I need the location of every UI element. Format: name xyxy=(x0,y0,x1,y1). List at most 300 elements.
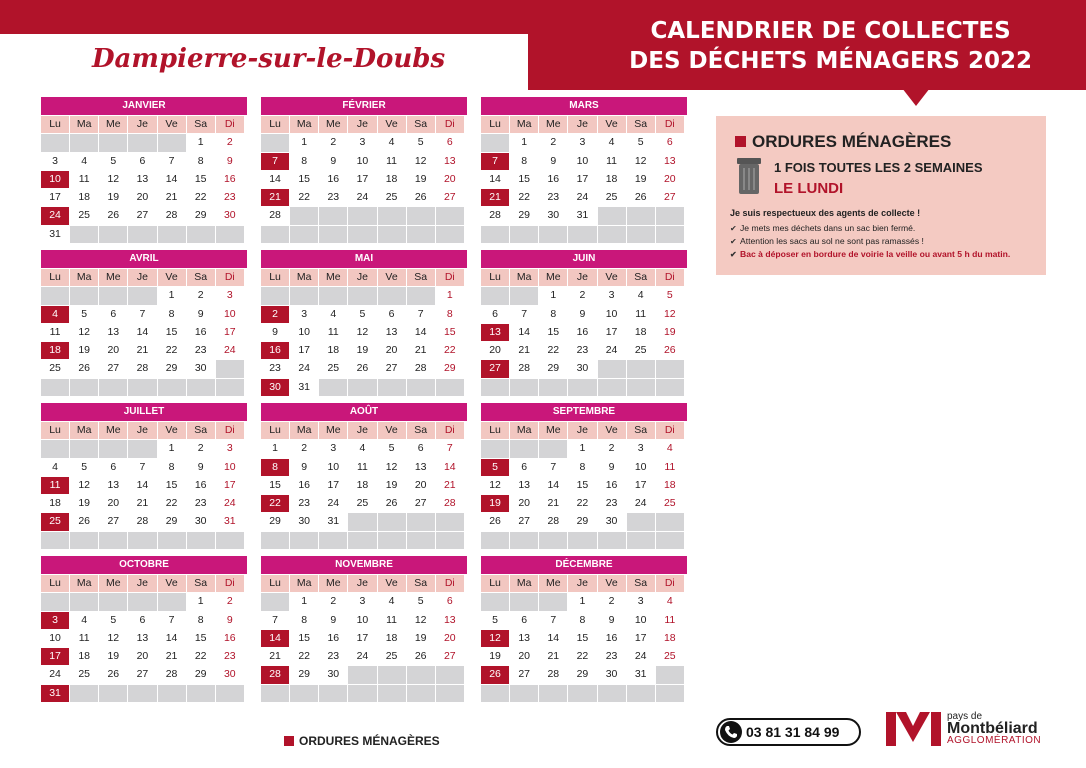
day-cell: 13 xyxy=(378,324,406,341)
day-cell: 8 xyxy=(158,306,186,323)
empty-cell xyxy=(539,685,567,702)
month-days-grid xyxy=(261,116,467,243)
day-cell: 11 xyxy=(348,459,376,476)
day-cell: 21 xyxy=(539,648,567,665)
day-cell: 13 xyxy=(128,630,156,647)
day-cell: 21 xyxy=(128,342,156,359)
empty-cell xyxy=(436,532,464,549)
weekday-header: Ve xyxy=(378,116,406,133)
month-title: MARS xyxy=(481,97,687,115)
weekday-header: Sa xyxy=(187,116,215,133)
day-cell: 19 xyxy=(99,648,127,665)
empty-cell xyxy=(510,532,538,549)
day-cell: 5 xyxy=(378,440,406,457)
empty-cell xyxy=(568,379,596,396)
empty-cell xyxy=(481,379,509,396)
day-cell: 9 xyxy=(319,612,347,629)
weekday-header: Ve xyxy=(158,116,186,133)
day-cell: 23 xyxy=(187,495,215,512)
day-cell: 24 xyxy=(348,648,376,665)
weekday-header: Me xyxy=(539,269,567,286)
empty-cell xyxy=(539,379,567,396)
day-cell: 10 xyxy=(627,612,655,629)
legend-square-icon xyxy=(735,136,746,147)
tips-list xyxy=(730,222,1010,261)
empty-cell xyxy=(407,513,435,530)
empty-cell xyxy=(378,685,406,702)
weekday-header: Di xyxy=(656,116,684,133)
empty-cell xyxy=(539,440,567,457)
empty-cell xyxy=(348,666,376,683)
weekday-header: Ve xyxy=(598,269,626,286)
weekday-header: Je xyxy=(128,575,156,592)
empty-cell xyxy=(319,226,347,243)
day-cell: 2 xyxy=(187,287,215,304)
day-cell: 1 xyxy=(187,134,215,151)
day-cell: 10 xyxy=(216,306,244,323)
day-cell: 4 xyxy=(656,440,684,457)
day-cell: 9 xyxy=(216,612,244,629)
day-cell: 22 xyxy=(187,648,215,665)
day-cell: 23 xyxy=(290,495,318,512)
day-cell: 13 xyxy=(510,630,538,647)
weekday-header: Di xyxy=(216,269,244,286)
weekday-header: Ve xyxy=(378,422,406,439)
day-cell: 13 xyxy=(99,477,127,494)
day-cell: 21 xyxy=(510,342,538,359)
day-cell: 7 xyxy=(128,459,156,476)
collection-day-cell: 3 xyxy=(41,612,69,629)
day-cell: 21 xyxy=(539,495,567,512)
collection-day-cell: 10 xyxy=(41,171,69,188)
day-cell: 17 xyxy=(627,630,655,647)
day-cell: 17 xyxy=(290,342,318,359)
day-cell: 20 xyxy=(99,495,127,512)
day-cell: 5 xyxy=(407,593,435,610)
month-calendar xyxy=(41,403,247,549)
empty-cell xyxy=(407,685,435,702)
day-cell: 6 xyxy=(407,440,435,457)
day-cell: 13 xyxy=(407,459,435,476)
day-cell: 29 xyxy=(568,666,596,683)
empty-cell xyxy=(407,666,435,683)
tip-item xyxy=(730,222,1010,235)
day-cell: 7 xyxy=(158,153,186,170)
day-cell: 15 xyxy=(436,324,464,341)
day-cell: 8 xyxy=(510,153,538,170)
weekday-header: Lu xyxy=(41,116,69,133)
weekday-header: Je xyxy=(128,422,156,439)
empty-cell xyxy=(319,287,347,304)
month-calendar xyxy=(481,403,687,549)
day-cell: 14 xyxy=(510,324,538,341)
day-cell: 8 xyxy=(290,612,318,629)
day-cell: 28 xyxy=(539,513,567,530)
day-cell: 15 xyxy=(290,630,318,647)
day-cell: 22 xyxy=(187,189,215,206)
empty-cell xyxy=(481,440,509,457)
day-cell: 10 xyxy=(290,324,318,341)
day-cell: 22 xyxy=(510,189,538,206)
day-cell: 3 xyxy=(348,134,376,151)
day-cell: 1 xyxy=(568,440,596,457)
day-cell: 19 xyxy=(70,342,98,359)
day-cell: 21 xyxy=(158,648,186,665)
day-cell: 14 xyxy=(261,171,289,188)
empty-cell xyxy=(319,685,347,702)
day-cell: 12 xyxy=(348,324,376,341)
empty-cell xyxy=(568,685,596,702)
day-cell: 11 xyxy=(70,630,98,647)
day-cell: 1 xyxy=(261,440,289,457)
day-cell: 9 xyxy=(598,612,626,629)
day-cell: 17 xyxy=(568,171,596,188)
month-calendar xyxy=(261,556,467,702)
day-cell: 18 xyxy=(319,342,347,359)
empty-cell xyxy=(598,226,626,243)
empty-cell xyxy=(627,360,655,377)
empty-cell xyxy=(436,666,464,683)
empty-cell xyxy=(510,593,538,610)
weekday-header: Me xyxy=(539,116,567,133)
day-cell: 29 xyxy=(187,207,215,224)
day-cell: 20 xyxy=(510,648,538,665)
empty-cell xyxy=(378,513,406,530)
empty-cell xyxy=(70,226,98,243)
agglomeration-logo-icon xyxy=(886,712,941,746)
day-cell: 1 xyxy=(436,287,464,304)
day-cell: 1 xyxy=(290,593,318,610)
day-cell: 1 xyxy=(290,134,318,151)
empty-cell xyxy=(481,226,509,243)
empty-cell xyxy=(158,134,186,151)
empty-cell xyxy=(261,226,289,243)
month-title: SEPTEMBRE xyxy=(481,403,687,421)
empty-cell xyxy=(128,593,156,610)
day-cell: 30 xyxy=(539,207,567,224)
weekday-header: Me xyxy=(319,269,347,286)
day-cell: 22 xyxy=(568,495,596,512)
empty-cell xyxy=(656,379,684,396)
weekday-header: Je xyxy=(568,422,596,439)
month-title: MAI xyxy=(261,250,467,268)
day-cell: 29 xyxy=(539,360,567,377)
month-days-grid xyxy=(261,269,467,396)
day-cell: 10 xyxy=(627,459,655,476)
empty-cell xyxy=(261,287,289,304)
day-cell: 11 xyxy=(656,612,684,629)
day-cell: 3 xyxy=(290,306,318,323)
day-cell: 5 xyxy=(99,153,127,170)
collection-day-cell: 30 xyxy=(261,379,289,396)
day-cell: 18 xyxy=(598,171,626,188)
day-cell: 22 xyxy=(539,342,567,359)
day-cell: 12 xyxy=(481,477,509,494)
day-cell: 25 xyxy=(319,360,347,377)
day-cell: 22 xyxy=(436,342,464,359)
day-cell: 17 xyxy=(41,189,69,206)
empty-cell xyxy=(128,226,156,243)
weekday-header: Ma xyxy=(510,269,538,286)
empty-cell xyxy=(216,685,244,702)
month-calendar xyxy=(261,250,467,396)
empty-cell xyxy=(41,440,69,457)
day-cell: 24 xyxy=(41,666,69,683)
day-cell: 20 xyxy=(436,171,464,188)
day-cell: 29 xyxy=(158,513,186,530)
weekday-header: Ve xyxy=(158,269,186,286)
day-cell: 12 xyxy=(407,153,435,170)
day-cell: 29 xyxy=(187,666,215,683)
weekday-header: Di xyxy=(436,269,464,286)
empty-cell xyxy=(656,666,684,683)
weekday-header: Ma xyxy=(70,422,98,439)
empty-cell xyxy=(290,287,318,304)
weekday-header: Ma xyxy=(510,116,538,133)
day-cell: 29 xyxy=(158,360,186,377)
day-cell: 1 xyxy=(568,593,596,610)
day-cell: 12 xyxy=(70,477,98,494)
day-cell: 26 xyxy=(348,360,376,377)
empty-cell xyxy=(627,379,655,396)
day-cell: 7 xyxy=(510,306,538,323)
empty-cell xyxy=(656,685,684,702)
empty-cell xyxy=(378,379,406,396)
collection-day-cell: 5 xyxy=(481,459,509,476)
month-calendar xyxy=(481,97,687,243)
day-cell: 14 xyxy=(158,171,186,188)
day-cell: 11 xyxy=(319,324,347,341)
day-cell: 4 xyxy=(70,153,98,170)
day-cell: 13 xyxy=(128,171,156,188)
day-cell: 15 xyxy=(539,324,567,341)
day-cell: 24 xyxy=(598,342,626,359)
empty-cell xyxy=(378,207,406,224)
day-cell: 18 xyxy=(348,477,376,494)
day-cell: 19 xyxy=(481,648,509,665)
weekday-header: Ma xyxy=(290,269,318,286)
month-calendar xyxy=(481,556,687,702)
empty-cell xyxy=(348,513,376,530)
day-cell: 25 xyxy=(378,189,406,206)
empty-cell xyxy=(99,287,127,304)
weekday-header: Ma xyxy=(510,422,538,439)
day-cell: 17 xyxy=(319,477,347,494)
month-days-grid xyxy=(261,422,467,549)
empty-cell xyxy=(436,207,464,224)
empty-cell xyxy=(348,207,376,224)
empty-cell xyxy=(290,532,318,549)
day-cell: 31 xyxy=(319,513,347,530)
day-cell: 5 xyxy=(348,306,376,323)
day-cell: 9 xyxy=(187,306,215,323)
day-cell: 6 xyxy=(99,459,127,476)
day-cell: 24 xyxy=(627,495,655,512)
weekday-header: Di xyxy=(656,575,684,592)
day-cell: 2 xyxy=(319,134,347,151)
month-days-grid xyxy=(41,269,247,396)
day-cell: 5 xyxy=(70,306,98,323)
empty-cell xyxy=(128,532,156,549)
day-cell: 16 xyxy=(216,630,244,647)
weekday-header: Lu xyxy=(261,116,289,133)
empty-cell xyxy=(319,379,347,396)
day-cell: 10 xyxy=(319,459,347,476)
weekday-header: Lu xyxy=(41,422,69,439)
empty-cell xyxy=(656,226,684,243)
empty-cell xyxy=(568,532,596,549)
day-cell: 6 xyxy=(510,459,538,476)
weekday-header: Sa xyxy=(627,575,655,592)
weekday-header: Ma xyxy=(70,116,98,133)
day-cell: 15 xyxy=(158,324,186,341)
empty-cell xyxy=(627,207,655,224)
empty-cell xyxy=(41,593,69,610)
day-cell: 27 xyxy=(128,207,156,224)
day-cell: 22 xyxy=(290,648,318,665)
check-icon: ✔ xyxy=(730,237,737,246)
day-cell: 8 xyxy=(539,306,567,323)
day-cell: 16 xyxy=(598,630,626,647)
day-cell: 23 xyxy=(568,342,596,359)
collection-day-cell: 28 xyxy=(261,666,289,683)
day-cell: 1 xyxy=(158,440,186,457)
weekday-header: Je xyxy=(568,116,596,133)
empty-cell xyxy=(598,532,626,549)
day-cell: 27 xyxy=(436,189,464,206)
collection-day-cell: 24 xyxy=(41,207,69,224)
day-cell: 27 xyxy=(656,189,684,206)
day-cell: 14 xyxy=(481,171,509,188)
day-cell: 25 xyxy=(41,360,69,377)
day-cell: 16 xyxy=(187,324,215,341)
empty-cell xyxy=(128,287,156,304)
empty-cell xyxy=(407,379,435,396)
empty-cell xyxy=(290,685,318,702)
day-cell: 14 xyxy=(407,324,435,341)
weekday-header: Ma xyxy=(70,575,98,592)
weekday-header: Je xyxy=(568,575,596,592)
day-cell: 2 xyxy=(598,440,626,457)
day-cell: 20 xyxy=(510,495,538,512)
collection-day-cell: 18 xyxy=(41,342,69,359)
weekday-header: Sa xyxy=(407,116,435,133)
day-cell: 8 xyxy=(158,459,186,476)
weekday-header: Di xyxy=(216,116,244,133)
month-calendar xyxy=(41,556,247,702)
day-cell: 28 xyxy=(158,666,186,683)
day-cell: 16 xyxy=(319,630,347,647)
day-cell: 18 xyxy=(41,495,69,512)
day-cell: 15 xyxy=(187,171,215,188)
month-title: AVRIL xyxy=(41,250,247,268)
day-cell: 4 xyxy=(378,593,406,610)
day-cell: 6 xyxy=(128,612,156,629)
day-cell: 9 xyxy=(261,324,289,341)
empty-cell xyxy=(378,226,406,243)
day-cell: 16 xyxy=(216,171,244,188)
weekday-header: Me xyxy=(539,422,567,439)
day-cell: 6 xyxy=(656,134,684,151)
month-title: JUILLET xyxy=(41,403,247,421)
day-cell: 27 xyxy=(99,360,127,377)
day-cell: 7 xyxy=(128,306,156,323)
empty-cell xyxy=(378,532,406,549)
empty-cell xyxy=(99,440,127,457)
day-cell: 14 xyxy=(128,477,156,494)
empty-cell xyxy=(407,226,435,243)
weekday-header: Sa xyxy=(627,422,655,439)
empty-cell xyxy=(348,226,376,243)
weekday-header: Ve xyxy=(158,575,186,592)
day-cell: 21 xyxy=(261,648,289,665)
day-cell: 30 xyxy=(319,666,347,683)
day-cell: 24 xyxy=(216,495,244,512)
weekday-header: Me xyxy=(99,116,127,133)
empty-cell xyxy=(510,440,538,457)
weekday-header: Je xyxy=(568,269,596,286)
weekday-header: Ve xyxy=(378,575,406,592)
empty-cell xyxy=(656,207,684,224)
day-cell: 29 xyxy=(290,666,318,683)
empty-cell xyxy=(539,226,567,243)
day-cell: 5 xyxy=(407,134,435,151)
weekday-header: Lu xyxy=(261,575,289,592)
day-cell: 10 xyxy=(41,630,69,647)
weekday-header: Me xyxy=(99,422,127,439)
day-cell: 31 xyxy=(216,513,244,530)
day-cell: 26 xyxy=(99,207,127,224)
collection-day-cell: 14 xyxy=(261,630,289,647)
day-cell: 30 xyxy=(568,360,596,377)
day-cell: 3 xyxy=(568,134,596,151)
day-cell: 25 xyxy=(627,342,655,359)
empty-cell xyxy=(598,207,626,224)
weekday-header: Ma xyxy=(70,269,98,286)
day-cell: 13 xyxy=(99,324,127,341)
day-cell: 6 xyxy=(510,612,538,629)
day-cell: 28 xyxy=(407,360,435,377)
day-cell: 17 xyxy=(348,630,376,647)
empty-cell xyxy=(187,379,215,396)
tip-item xyxy=(730,248,1010,261)
day-cell: 27 xyxy=(407,495,435,512)
collection-day-cell: 21 xyxy=(261,189,289,206)
day-cell: 18 xyxy=(378,630,406,647)
empty-cell xyxy=(128,134,156,151)
day-cell: 29 xyxy=(261,513,289,530)
day-cell: 23 xyxy=(539,189,567,206)
weekday-header: Je xyxy=(128,269,156,286)
empty-cell xyxy=(41,134,69,151)
day-cell: 13 xyxy=(656,153,684,170)
day-cell: 14 xyxy=(128,324,156,341)
empty-cell xyxy=(627,685,655,702)
empty-cell xyxy=(436,226,464,243)
empty-cell xyxy=(128,379,156,396)
phone-box xyxy=(716,718,861,746)
day-cell: 16 xyxy=(539,171,567,188)
day-cell: 28 xyxy=(481,207,509,224)
collection-day-cell: 8 xyxy=(261,459,289,476)
day-cell: 25 xyxy=(70,207,98,224)
empty-cell xyxy=(627,226,655,243)
empty-cell xyxy=(436,379,464,396)
day-cell: 15 xyxy=(187,630,215,647)
weekday-header: Sa xyxy=(187,422,215,439)
empty-cell xyxy=(70,532,98,549)
day-cell: 9 xyxy=(290,459,318,476)
